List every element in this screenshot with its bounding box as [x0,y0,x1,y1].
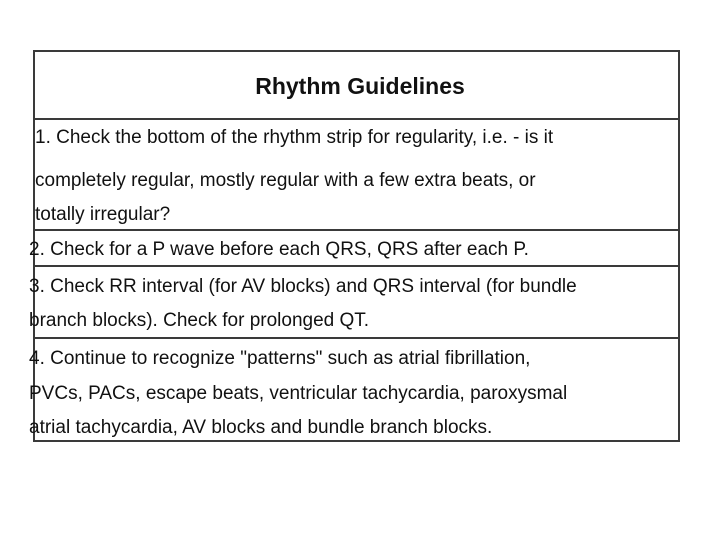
guideline-1-line-1: 1. Check the bottom of the rhythm strip for regularity, i.e. - is it [35,127,554,148]
guideline-4-line-1: 4. Continue to recognize "patterns" such as atrial fibrillation, [29,348,531,369]
guideline-4-line-2: PVCs, PACs, escape beats, ventricular tachycardia, paroxysmal [29,383,568,404]
page-title: Rhythm Guidelines [255,73,465,99]
row-divider [35,229,678,231]
row-divider [35,265,678,267]
guideline-3-line-2: branch blocks). Check for prolonged QT. [29,310,370,331]
guideline-1-line-3: totally irregular? [35,204,171,225]
guideline-3-line-1: 3. Check RR interval (for AV blocks) and QRS interval (for bundle [29,276,577,297]
row-divider [35,118,678,120]
row-divider [35,337,678,339]
guideline-1-line-2: completely regular, mostly regular with a few extra beats, or [35,170,536,191]
guideline-2-line-1: 2. Check for a P wave before each QRS, QRS after each P. [29,239,529,260]
guideline-4-line-3: atrial tachycardia, AV blocks and bundle branch blocks. [29,417,493,438]
